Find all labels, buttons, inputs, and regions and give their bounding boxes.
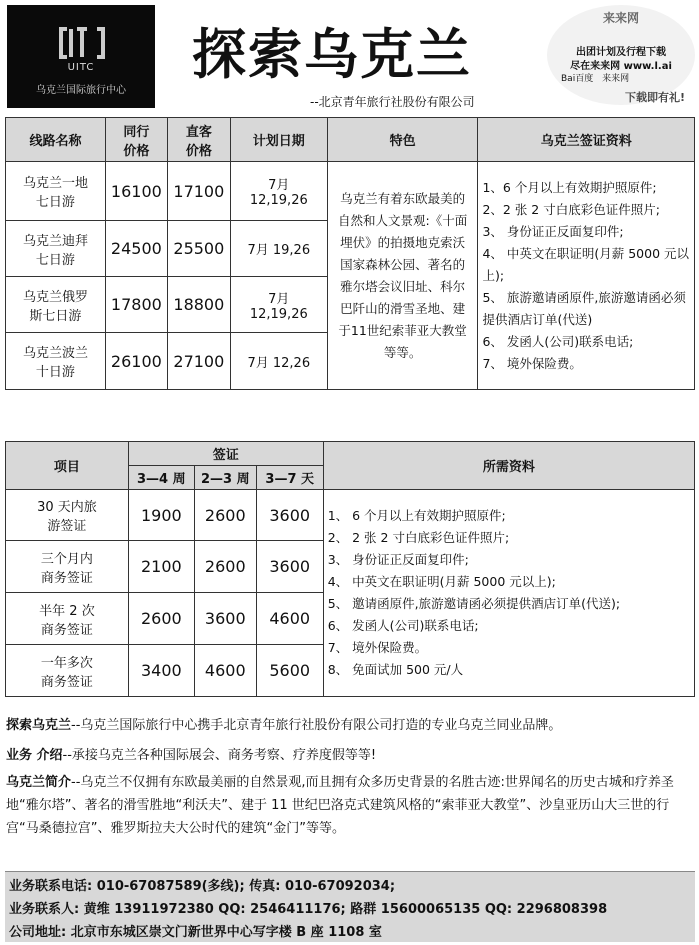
uitc-logo xyxy=(7,5,155,108)
visa-item: 半年 2 次商务签证 xyxy=(6,593,129,645)
peer-price: 26100 xyxy=(105,333,167,390)
promo-logos xyxy=(561,71,695,84)
visa-price: 1900 xyxy=(128,490,194,541)
visa-price-table xyxy=(5,441,695,697)
contact-person: 业务联系人: 黄维 13911972380 QQ: 2546411176; 路群 15600065135 QQ: 2296808398 xyxy=(9,902,608,917)
uitc-logo-mark-icon xyxy=(57,25,107,61)
visa-doc-item: 4、 中英文在职证明(月薪 5000 元以上); xyxy=(482,245,690,283)
summary-text: --乌克兰不仅拥有东欧最美丽的自然景观,而且拥有众多历史背景的名胜古迹:世界闻名的历史古城和疗养圣地“雅尔塔”、著名的滑雪胜地“利沃夫”、建于 11 世纪巴洛克式建筑风格的“索菲亚大教堂”、沙皇亚历山大三世的行宫“马桑德拉宫”、雅罗斯拉夫大公时代的建筑“金门”等等。 xyxy=(6,775,674,836)
promo-line2: 尽在来来网 www.l.ai xyxy=(570,61,672,72)
visa-price: 4600 xyxy=(194,645,256,697)
material-item: 3、 身份证正反面复印件; xyxy=(327,552,469,567)
table-row xyxy=(6,162,695,221)
promo-site: 来来网 xyxy=(602,11,639,25)
contact-address: 公司地址: 北京市东城区崇文门新世界中心写字楼 B 座 1108 室 xyxy=(9,925,382,940)
material-item: 4、 中英文在职证明(月薪 5000 元以上); xyxy=(327,574,556,589)
direct-price: 18800 xyxy=(167,277,230,333)
visa-doc-item: 6、 发函人(公司)联系电话; xyxy=(482,333,634,349)
explore-label: 探索乌克兰 xyxy=(6,718,72,733)
baidu-logo: Bai百度 xyxy=(561,74,594,84)
visa-item: 30 天内旅游签证 xyxy=(6,490,129,541)
direct-price: 17100 xyxy=(167,162,230,221)
peer-price: 17800 xyxy=(105,277,167,333)
material-item: 5、 邀请函原件,旅游邀请函必须提供酒店订单(代送); xyxy=(327,596,621,611)
business-text: --承接乌克兰各种国际展会、商务考察、疗养度假等等! xyxy=(62,748,377,763)
direct-price: 25500 xyxy=(167,221,230,277)
visa-price: 3600 xyxy=(194,593,256,645)
visa-doc-item: 7、 境外保险费。 xyxy=(482,355,582,371)
summary-paragraph xyxy=(6,771,694,840)
visa-doc-item: 3、 身份证正反面复印件; xyxy=(482,223,624,239)
header-visa: 签证 xyxy=(128,442,323,466)
header-period: 2—3 周 xyxy=(194,466,256,490)
explore-line xyxy=(6,714,694,737)
visa-doc-item: 2、2 张 2 寸白底彩色证件照片; xyxy=(482,201,660,217)
material-item: 2、 2 张 2 寸白底彩色证件照片; xyxy=(327,530,510,545)
summary-label: 乌克兰简介 xyxy=(6,775,72,790)
peer-price: 16100 xyxy=(105,162,167,221)
header-materials: 所需资料 xyxy=(323,442,694,490)
routes-table xyxy=(5,117,695,390)
laila-logo: 来来网 xyxy=(602,74,630,84)
material-item: 1、 6 个月以上有效期护照原件; xyxy=(327,508,506,523)
material-item: 6、 发函人(公司)联系电话; xyxy=(327,618,479,633)
header-period: 3—7 天 xyxy=(256,466,323,490)
header-direct-price: 直客价格 xyxy=(167,118,230,162)
visa-price: 5600 xyxy=(256,645,323,697)
visa-item: 一年多次商务签证 xyxy=(6,645,129,697)
visa-price: 2100 xyxy=(128,541,194,593)
promo-action[interactable]: 下载即有礼! xyxy=(624,91,685,104)
visa-materials xyxy=(323,490,694,697)
header-peer-price: 同行价格 xyxy=(105,118,167,162)
logo-name: 乌克兰国际旅行中心 xyxy=(36,85,126,96)
plan-date: 7月 19,26 xyxy=(230,221,327,277)
route-name: 乌克兰迪拜七日游 xyxy=(6,221,106,277)
business-line xyxy=(6,744,694,767)
logo-brand: UITC xyxy=(67,62,95,73)
visa-price: 2600 xyxy=(128,593,194,645)
contact-block xyxy=(5,871,695,942)
table-row xyxy=(6,490,695,541)
visa-price: 4600 xyxy=(256,593,323,645)
material-item: 7、 境外保险费。 xyxy=(327,640,428,655)
business-label: 业务 介绍 xyxy=(6,748,63,763)
page-title: 探索乌克兰 xyxy=(192,22,472,86)
header-feature: 特色 xyxy=(327,118,478,162)
contact-phone: 业务联系电话: 010-67087589(多线); 传真: 010-67092034; xyxy=(9,879,396,894)
visa-item: 三个月内商务签证 xyxy=(6,541,129,593)
visa-doc-item: 1、6 个月以上有效期护照原件; xyxy=(482,179,657,195)
promo-badge[interactable] xyxy=(547,5,695,105)
page-subtitle: --北京青年旅行社股份有限公司 xyxy=(310,95,475,109)
header-route-name: 线路名称 xyxy=(6,118,106,162)
header-period: 3—4 周 xyxy=(128,466,194,490)
plan-date: 7月 12,19,26 xyxy=(230,277,327,333)
header-visa-docs: 乌克兰签证资料 xyxy=(478,118,695,162)
visa-price: 2600 xyxy=(194,490,256,541)
promo-line1: 出团计划及行程下载 xyxy=(576,47,666,58)
visa-price: 3600 xyxy=(256,490,323,541)
visa-doc-item: 5、 旅游邀请函原件,旅游邀请函必须提供酒店订单(代送) xyxy=(482,289,686,327)
explore-text: --乌克兰国际旅行中心携手北京青年旅行社股份有限公司打造的专业乌克兰同业品牌。 xyxy=(71,718,562,733)
route-name: 乌克兰一地七日游 xyxy=(6,162,106,221)
peer-price: 24500 xyxy=(105,221,167,277)
header-item: 项目 xyxy=(6,442,129,490)
direct-price: 27100 xyxy=(167,333,230,390)
visa-price: 2600 xyxy=(194,541,256,593)
material-item: 8、 免面试加 500 元/人 xyxy=(327,662,464,677)
plan-date: 7月 12,19,26 xyxy=(230,162,327,221)
route-name: 乌克兰波兰十日游 xyxy=(6,333,106,390)
visa-price: 3400 xyxy=(128,645,194,697)
route-name: 乌克兰俄罗斯七日游 xyxy=(6,277,106,333)
visa-price: 3600 xyxy=(256,541,323,593)
plan-date: 7月 12,26 xyxy=(230,333,327,390)
header-plan-date: 计划日期 xyxy=(230,118,327,162)
visa-docs xyxy=(478,162,695,390)
feature-text: 乌克兰有着东欧最美的自然和人文景观:《十面埋伏》的拍摄地克索沃国家森林公园、著名的雅尔塔会议旧址、科尔巴阡山的滑雪圣地、建于11世纪索菲亚大教堂等等。 xyxy=(327,162,478,390)
